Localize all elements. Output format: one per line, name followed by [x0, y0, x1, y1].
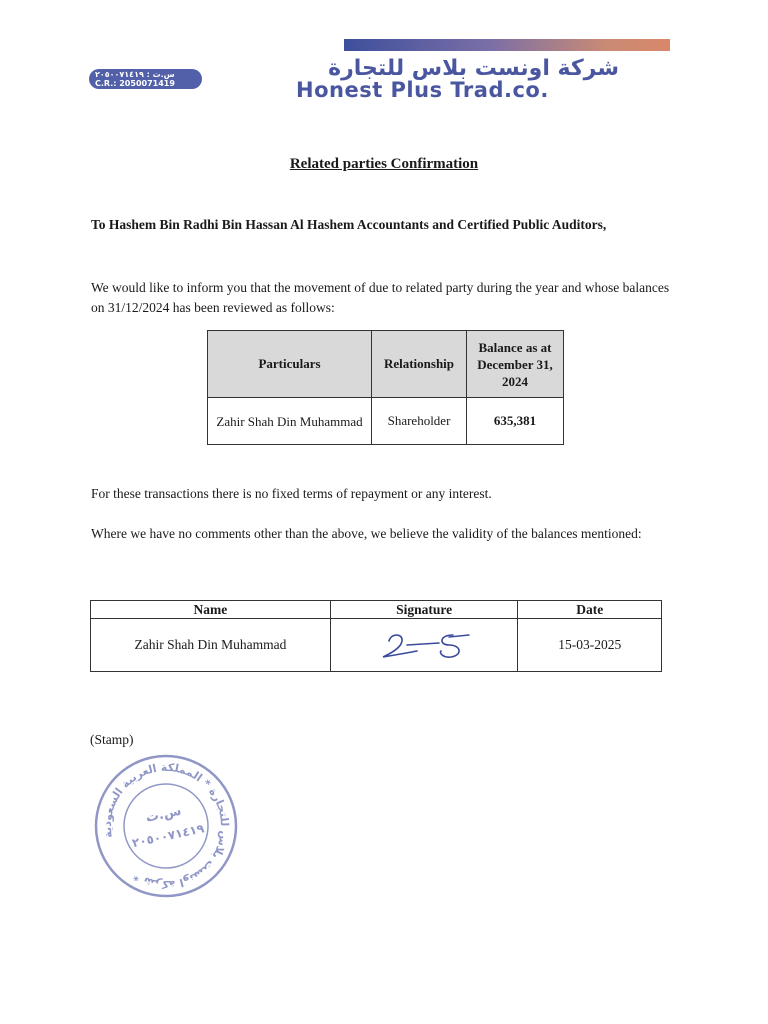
company-name-arabic: شركة اونست بلاس للتجارة — [328, 56, 619, 81]
stamp-center-text: س.ت — [144, 803, 183, 826]
cell-signature — [330, 619, 518, 672]
cr-number-badge — [89, 69, 202, 89]
document-title: Related parties Confirmation — [289, 156, 479, 172]
company-stamp — [88, 752, 244, 900]
stamp-ring-text: شركة اونست بلاس للتجارة * المملكة العربية السعودية * — [100, 760, 232, 892]
signature-table — [90, 600, 662, 672]
table-header-row — [208, 331, 564, 398]
repayment-terms-note: For these transactions there is no fixed terms of repayment or any interest. — [91, 486, 492, 501]
table-header-row — [91, 601, 662, 619]
handwritten-signature — [369, 623, 479, 663]
header-name: Name — [91, 601, 331, 619]
cr-number-english: C.R.: 2050071419 — [95, 79, 175, 88]
header-particulars: Particulars — [208, 331, 372, 398]
svg-text:شركة اونست بلاس للتجارة * المم — [89, 752, 243, 900]
cell-relationship: Shareholder — [372, 398, 467, 445]
related-party-balances-table — [207, 330, 564, 445]
header-signature: Signature — [330, 601, 518, 619]
letterhead-color-bar — [344, 39, 670, 51]
stamp-seal-icon — [88, 752, 244, 900]
stamp-label: (Stamp) — [90, 732, 134, 747]
header-balance: Balance as at December 31, 2024 — [467, 331, 564, 398]
company-name-english: Honest Plus Trad.co. — [296, 78, 549, 102]
table-row — [91, 619, 662, 672]
cell-date: 15-03-2025 — [518, 619, 662, 672]
header-date: Date — [518, 601, 662, 619]
intro-paragraph: We would like to inform you that the movement of due to related party during the year and whose balances on 31/12/2024 has been reviewed as follows: — [91, 280, 670, 315]
header-relationship: Relationship — [372, 331, 467, 398]
addressee-line: To Hashem Bin Radhi Bin Hassan Al Hashem Accountants and Certified Public Auditors, — [91, 217, 607, 232]
cell-balance: 635,381 — [467, 398, 564, 445]
table-row — [208, 398, 564, 445]
validity-note: Where we have no comments other than the above, we believe the validity of the balances mentioned: — [91, 526, 642, 541]
stamp-number: ٢٠٥٠٠٧١٤١٩ — [130, 821, 206, 851]
cell-particulars: Zahir Shah Din Muhammad — [208, 398, 372, 445]
cell-signer-name: Zahir Shah Din Muhammad — [91, 619, 331, 672]
cr-number-arabic: س.ت : ٢٠٥٠٠٧١٤١٩ — [95, 70, 175, 79]
